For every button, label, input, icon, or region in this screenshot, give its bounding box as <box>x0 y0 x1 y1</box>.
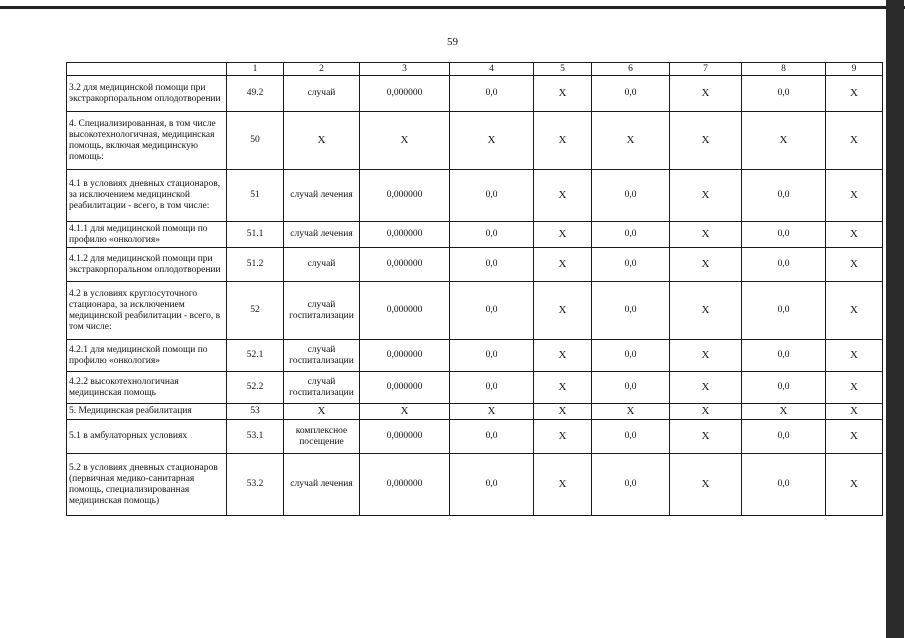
col6-value: 0,0 <box>592 222 670 248</box>
row-unit: Х <box>284 112 360 170</box>
col4-value: 0,0 <box>450 454 534 516</box>
col3-value: Х <box>360 404 450 420</box>
col9-value: Х <box>826 404 883 420</box>
col4-value: Х <box>450 112 534 170</box>
col7-value: Х <box>670 282 742 340</box>
col4-value: 0,0 <box>450 372 534 404</box>
col8-value: Х <box>742 404 826 420</box>
header-cell: 9 <box>826 63 883 76</box>
row-code: 53.2 <box>227 454 284 516</box>
header-row <box>67 63 883 76</box>
col3-value: 0,000000 <box>360 282 450 340</box>
col7-value: Х <box>670 454 742 516</box>
col3-value: 0,000000 <box>360 340 450 372</box>
col3-value: 0,000000 <box>360 248 450 282</box>
col9-value: Х <box>826 222 883 248</box>
col5-value: Х <box>534 222 592 248</box>
row-unit: случай лечения <box>284 454 360 516</box>
col9-value: Х <box>826 282 883 340</box>
header-cell: 4 <box>450 63 534 76</box>
col8-value: 0,0 <box>742 222 826 248</box>
table-row <box>67 76 883 112</box>
table-row <box>67 222 883 248</box>
row-code: 50 <box>227 112 284 170</box>
col5-value: Х <box>534 420 592 454</box>
col8-value: 0,0 <box>742 420 826 454</box>
row-name: 4.2.2 высокотехнологичная медицинская помощь <box>67 372 227 404</box>
row-name: 4.2 в условиях круглосуточного стационара, за исключением медицинской реабилитации - всего, в том числе: <box>67 282 227 340</box>
col6-value: 0,0 <box>592 420 670 454</box>
col6-value: 0,0 <box>592 454 670 516</box>
col7-value: Х <box>670 420 742 454</box>
row-code: 51.2 <box>227 248 284 282</box>
col9-value: Х <box>826 248 883 282</box>
header-cell: 2 <box>284 63 360 76</box>
col6-value: 0,0 <box>592 76 670 112</box>
table-row <box>67 372 883 404</box>
table-row <box>67 248 883 282</box>
col6-value: 0,0 <box>592 282 670 340</box>
col4-value: Х <box>450 404 534 420</box>
col4-value: 0,0 <box>450 170 534 222</box>
col5-value: Х <box>534 76 592 112</box>
col9-value: Х <box>826 112 883 170</box>
row-unit: комплексное посещение <box>284 420 360 454</box>
col8-value: 0,0 <box>742 340 826 372</box>
col8-value: 0,0 <box>742 76 826 112</box>
table-row <box>67 454 883 516</box>
col3-value: 0,000000 <box>360 420 450 454</box>
header-cell: 1 <box>227 63 284 76</box>
col6-value: Х <box>592 112 670 170</box>
col7-value: Х <box>670 248 742 282</box>
row-unit: случай <box>284 248 360 282</box>
col4-value: 0,0 <box>450 282 534 340</box>
col9-value: Х <box>826 340 883 372</box>
row-name: 4.2.1 для медицинской помощи по профилю «онкология» <box>67 340 227 372</box>
col8-value: 0,0 <box>742 248 826 282</box>
col6-value: 0,0 <box>592 248 670 282</box>
row-unit: случай госпитализации <box>284 282 360 340</box>
col5-value: Х <box>534 340 592 372</box>
row-name: 5. Медицинская реабилитация <box>67 404 227 420</box>
table-row <box>67 420 883 454</box>
table-row <box>67 340 883 372</box>
col8-value: Х <box>742 112 826 170</box>
row-unit: случай госпитализации <box>284 372 360 404</box>
col9-value: Х <box>826 76 883 112</box>
header-cell: 5 <box>534 63 592 76</box>
row-name: 4.1.1 для медицинской помощи по профилю «онкология» <box>67 222 227 248</box>
row-unit: случай лечения <box>284 222 360 248</box>
col6-value: 0,0 <box>592 170 670 222</box>
col8-value: 0,0 <box>742 454 826 516</box>
row-code: 53 <box>227 404 284 420</box>
col5-value: Х <box>534 248 592 282</box>
header-cell: 6 <box>592 63 670 76</box>
row-code: 51.1 <box>227 222 284 248</box>
col6-value: Х <box>592 404 670 420</box>
col4-value: 0,0 <box>450 222 534 248</box>
table-row <box>67 404 883 420</box>
header-cell: 8 <box>742 63 826 76</box>
table-row <box>67 170 883 222</box>
header-cell: 3 <box>360 63 450 76</box>
col7-value: Х <box>670 372 742 404</box>
col7-value: Х <box>670 340 742 372</box>
col4-value: 0,0 <box>450 340 534 372</box>
page-right-edge <box>886 0 904 638</box>
table-row <box>67 282 883 340</box>
col7-value: Х <box>670 222 742 248</box>
col9-value: Х <box>826 454 883 516</box>
col7-value: Х <box>670 404 742 420</box>
col5-value: Х <box>534 404 592 420</box>
row-code: 52.1 <box>227 340 284 372</box>
col8-value: 0,0 <box>742 170 826 222</box>
col6-value: 0,0 <box>592 340 670 372</box>
col9-value: Х <box>826 372 883 404</box>
row-unit: случай госпитализации <box>284 340 360 372</box>
data-table <box>66 62 883 516</box>
row-code: 52.2 <box>227 372 284 404</box>
col9-value: Х <box>826 420 883 454</box>
row-unit: Х <box>284 404 360 420</box>
col7-value: Х <box>670 170 742 222</box>
col3-value: 0,000000 <box>360 222 450 248</box>
col6-value: 0,0 <box>592 372 670 404</box>
col3-value: Х <box>360 112 450 170</box>
row-unit: случай <box>284 76 360 112</box>
header-cell <box>67 63 227 76</box>
col5-value: Х <box>534 454 592 516</box>
row-name: 5.2 в условиях дневных стационаров (первичная медико-санитарная помощь, специализированная медицинская помощь) <box>67 454 227 516</box>
col3-value: 0,000000 <box>360 76 450 112</box>
row-code: 49.2 <box>227 76 284 112</box>
row-name: 3.2 для медицинской помощи при экстракорпоральном оплодотворении <box>67 76 227 112</box>
row-code: 53.1 <box>227 420 284 454</box>
col8-value: 0,0 <box>742 282 826 340</box>
col4-value: 0,0 <box>450 76 534 112</box>
col5-value: Х <box>534 170 592 222</box>
row-unit: случай лечения <box>284 170 360 222</box>
row-name: 5.1 в амбулаторных условиях <box>67 420 227 454</box>
top-border-line <box>0 6 905 9</box>
page-number: 59 <box>447 36 458 48</box>
col4-value: 0,0 <box>450 248 534 282</box>
col7-value: Х <box>670 76 742 112</box>
col5-value: Х <box>534 282 592 340</box>
row-code: 52 <box>227 282 284 340</box>
table-row <box>67 112 883 170</box>
header-cell: 7 <box>670 63 742 76</box>
row-name: 4. Специализированная, в том числе высокотехнологичная, медицинская помощь, включая медицинскую помощь: <box>67 112 227 170</box>
col3-value: 0,000000 <box>360 454 450 516</box>
col8-value: 0,0 <box>742 372 826 404</box>
row-name: 4.1 в условиях дневных стационаров, за исключением медицинской реабилитации - всего, в том числе: <box>67 170 227 222</box>
col9-value: Х <box>826 170 883 222</box>
col5-value: Х <box>534 112 592 170</box>
col5-value: Х <box>534 372 592 404</box>
col7-value: Х <box>670 112 742 170</box>
col4-value: 0,0 <box>450 420 534 454</box>
col3-value: 0,000000 <box>360 170 450 222</box>
col3-value: 0,000000 <box>360 372 450 404</box>
row-name: 4.1.2 для медицинской помощи при экстракорпоральном оплодотворении <box>67 248 227 282</box>
row-code: 51 <box>227 170 284 222</box>
